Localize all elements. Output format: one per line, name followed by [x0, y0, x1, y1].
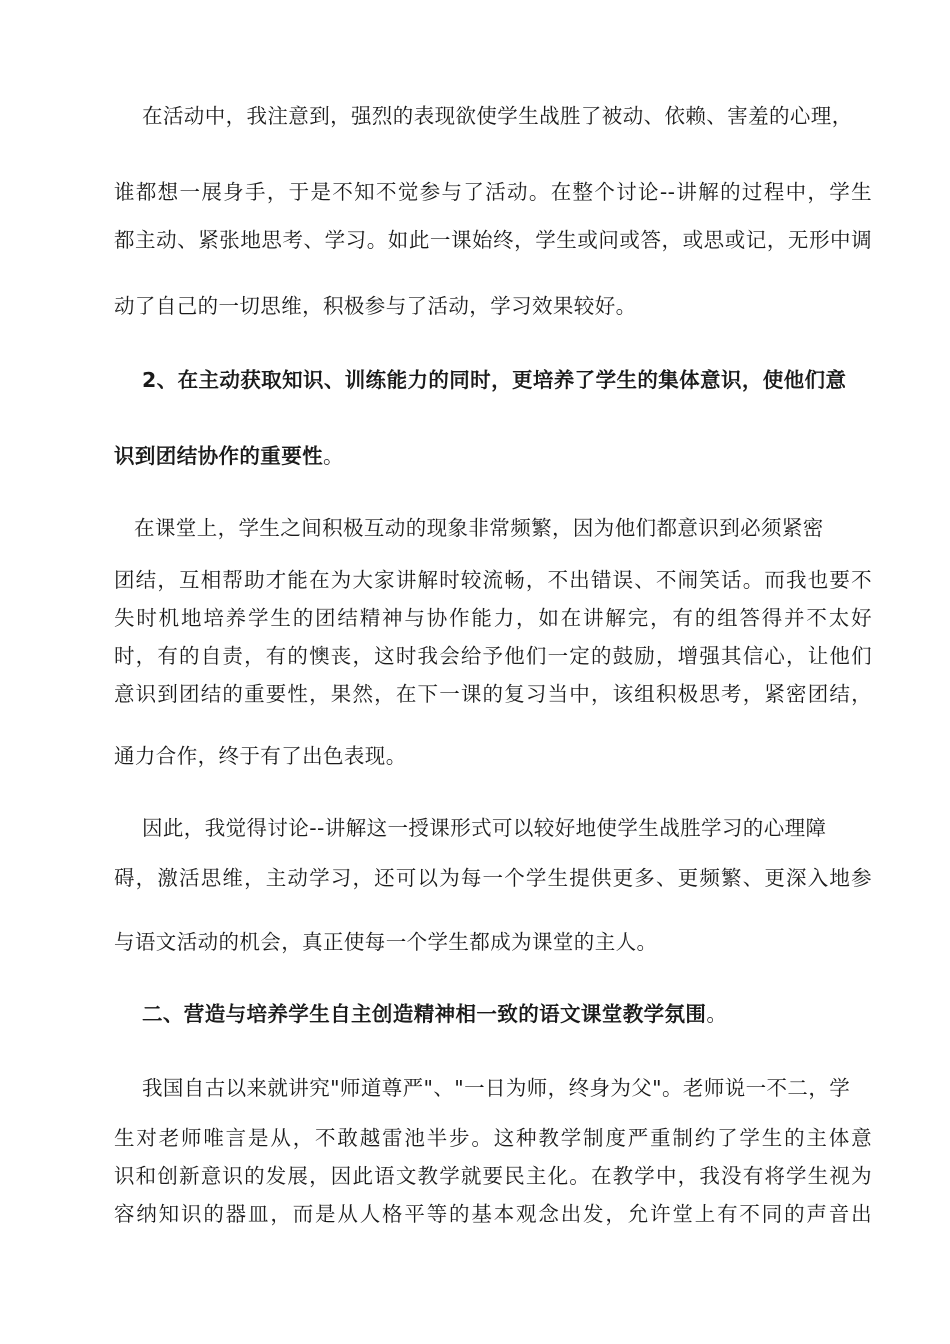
- text-line: 碍，激活思维，主动学习，还可以为每一个学生提供更多、更频繁、更深入地参: [114, 866, 872, 890]
- text-line: 在课堂上，学生之间积极互动的现象非常频繁，因为他们都意识到必须紧密: [134, 516, 824, 540]
- heading-text: 识到团结协作的重要性: [114, 444, 323, 468]
- text-line: 时，有的自责，有的懊丧，这时我会给予他们一定的鼓励，增强其信心，让他们: [114, 644, 872, 668]
- text-line: 容纳知识的器皿，而是从人格平等的基本观念出发，允许堂上有不同的声音出: [114, 1202, 872, 1226]
- text-line: 团结，互相帮助才能在为大家讲解时较流畅，不出错误、不闹笑话。而我也要不: [114, 568, 872, 592]
- text-line: 动了自己的一切思维，积极参与了活动，学习效果较好。: [114, 294, 637, 318]
- text-line: 生对老师唯言是从，不敢越雷池半步。这种教学制度严重制约了学生的主体意: [114, 1126, 872, 1150]
- text-line: 都主动、紧张地思考、学习。如此一课始终，学生或问或答，或思或记，无形中调: [114, 228, 872, 252]
- text-line: 意识到团结的重要性，果然，在下一课的复习当中，该组积极思考，紧密团结，: [114, 682, 872, 706]
- heading-line: [142, 1000, 870, 1028]
- text-line: 通力合作，终于有了出色表现。: [114, 744, 407, 768]
- text-line: 与语文活动的机会，真正使每一个学生都成为课堂的主人。: [114, 930, 658, 954]
- text-line: 失时机地培养学生的团结精神与协作能力，如在讲解完，有的组答得并不太好: [114, 606, 872, 630]
- heading-text: 二、营造与培养学生自主创造精神相一致的语文课堂教学氛围: [142, 1002, 707, 1026]
- text-line: 在活动中，我注意到，强烈的表现欲使学生战胜了被动、依赖、害羞的心理，: [142, 104, 853, 128]
- heading-line: 2、在主动获取知识、训练能力的同时，更培养了学生的集体意识，使他们意: [142, 368, 847, 392]
- text-line: 谁都想一展身手，于是不知不觉参与了活动。在整个讨论--讲解的过程中，学生: [114, 180, 872, 204]
- heading-line: [114, 442, 872, 470]
- text-line: 因此，我觉得讨论--讲解这一授课形式可以较好地使学生战胜学习的心理障: [142, 816, 827, 840]
- heading-period: 。: [706, 1002, 728, 1026]
- heading-period: 。: [323, 444, 344, 468]
- text-line: 我国自古以来就讲究"师道尊严"、"一日为师，终身为父"。老师说一不二，学: [142, 1076, 851, 1100]
- text-line: 识和创新意识的发展，因此语文教学就要民主化。在教学中，我没有将学生视为: [114, 1164, 872, 1188]
